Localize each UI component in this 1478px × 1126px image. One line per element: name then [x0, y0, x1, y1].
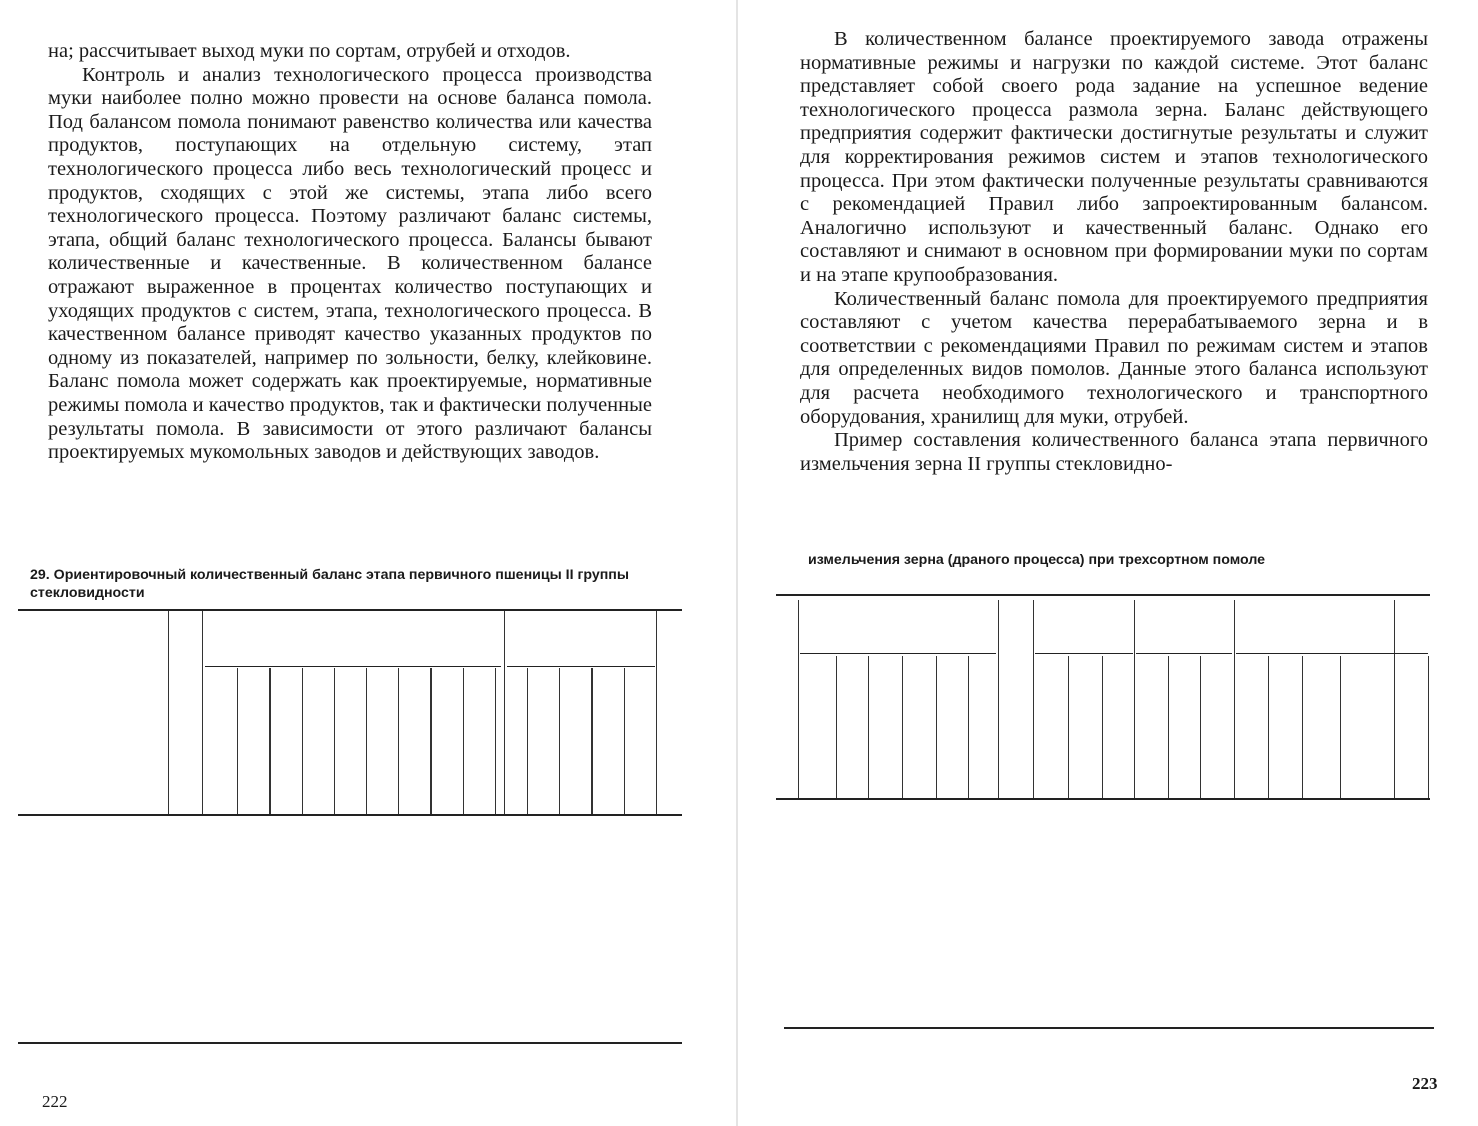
column-rule — [334, 668, 335, 814]
column-rule — [1340, 656, 1341, 798]
column-rule — [504, 611, 505, 814]
column-rule — [1068, 656, 1069, 798]
table-header-rule — [18, 814, 682, 816]
column-rule — [1268, 656, 1269, 798]
table-top-rule — [776, 594, 1430, 596]
column-rule — [998, 600, 999, 798]
table-total-rule — [18, 1042, 682, 1044]
column-rule — [798, 600, 799, 798]
group-underline — [1236, 653, 1428, 654]
group-underline — [1035, 653, 1133, 654]
paragraph: на; рассчитывает выход муки по сортам, отрубей и отходов. — [48, 40, 571, 62]
table-29-caption-continuation: измельчения зерна (драного процесса) при трехсортном помоле — [808, 552, 1266, 568]
column-rule — [463, 668, 464, 814]
right-body-text — [800, 28, 1428, 476]
column-rule — [1394, 600, 1395, 798]
column-rule — [1168, 656, 1169, 798]
column-rule — [1234, 600, 1235, 798]
group-underline — [205, 666, 501, 667]
page-number-left: 222 — [42, 1092, 68, 1111]
column-rule — [591, 668, 592, 814]
paragraph: В количественном балансе проектируемого завода отражены нормативные режимы и нагрузки по каждой системе. Этот баланс представляет собой своего рода задание на успешное ведение технологического процесса размола зерна. Баланс действующего предприятия содержит фактически достигнутые результаты и служит для корректирования режимов систем и этапов технологического процесса. При этом фактически полученные результаты сравниваются с рекомендацией Правил либо запроектированным балансом. Аналогично используют и качественный баланс. Однако его составляют и снимают в основном при формировании муки по сортам и на этапе крупообразования. — [800, 28, 1428, 286]
paragraph: Контроль и анализ технологического процесса производства муки наиболее полно можно провести на основе баланса помола. Под балансом помола понимают равенство количества или качества продуктов, поступающих на отдельную систему, этап технологического процесса либо весь технологический процесс и продуктов, сходящих с этой же системы, этапа либо всего технологического процесса. Поэтому различают баланс системы, этапа, общий баланс технологического процесса. Балансы бывают количественные и качественные. В количественном балансе отражают выраженное в процентах количество поступающих и уходящих продуктов с систем, этапа, технологического процесса. В качественном балансе приводят качество указанных продуктов по одному из показателей, например по зольности, белку, клейковине. Баланс помола может содержать как проектируемые, нормативные режимы помола и качество продуктов, так и фактически полученные результаты помола. В зависимости от этого различают балансы проектируемых мукомольных заводов и действующих заводов. — [48, 63, 652, 464]
column-rule — [366, 668, 367, 814]
column-rule — [656, 611, 657, 814]
column-rule — [398, 668, 399, 814]
column-rule — [1302, 656, 1303, 798]
column-rule — [868, 656, 869, 798]
left-body-text — [48, 40, 652, 465]
right-page — [740, 0, 1478, 1126]
group-underline — [1136, 653, 1232, 654]
column-rule — [624, 668, 625, 814]
group-underline — [507, 666, 655, 667]
column-rule — [836, 656, 837, 798]
column-rule — [495, 668, 496, 814]
group-underline — [800, 653, 996, 654]
column-rule — [168, 611, 169, 814]
column-rule — [269, 668, 270, 814]
column-rule — [902, 656, 903, 798]
table-total-rule — [784, 1027, 1434, 1029]
paragraph: Количественный баланс помола для проектируемого предприятия составляют с учетом качества перерабатываемого зерна и в соответствии с рекомендациями Правил по режимам систем и этапов для определенных видов помолов. Данные этого баланса используют для расчета необходимого технологического и транспортного оборудования, хранилищ для муки, отрубей. — [800, 287, 1428, 428]
column-rule — [302, 668, 303, 814]
paragraph: Пример составления количественного баланса этапа первичного измельчения зерна II группы стекловидно- — [800, 429, 1428, 475]
column-rule — [936, 656, 937, 798]
table-top-rule — [18, 609, 682, 611]
column-rule — [527, 668, 528, 814]
column-rule — [1200, 656, 1201, 798]
column-rule — [1033, 600, 1034, 798]
table-header-rule — [776, 798, 1430, 800]
column-rule — [202, 611, 203, 814]
column-rule — [1102, 656, 1103, 798]
left-page — [0, 0, 738, 1126]
column-rule — [1428, 656, 1429, 798]
column-rule — [1134, 600, 1135, 798]
column-rule — [430, 668, 431, 814]
page-number-right: 223 — [1412, 1074, 1438, 1093]
column-rule — [968, 656, 969, 798]
column-rule — [237, 668, 238, 814]
table-29-caption: 29. Ориентировочный количественный баланс этапа первичного пшеницы II группы стекловидности — [30, 567, 629, 601]
column-rule — [559, 668, 560, 814]
book-gutter — [736, 0, 738, 1126]
